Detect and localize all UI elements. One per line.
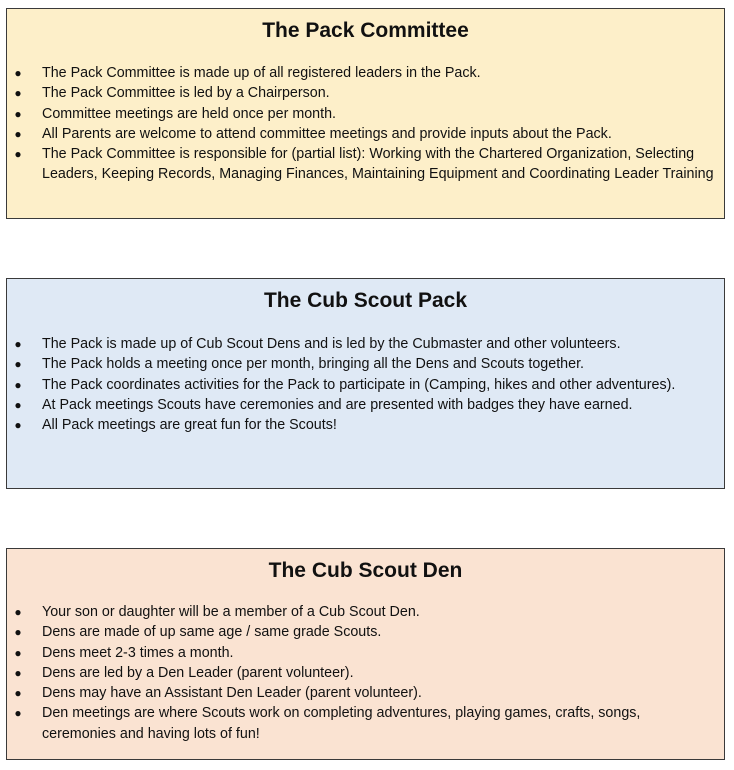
list-item-text: The Pack coordinates activities for the Pack to participate in (Camping, hikes and other adventures).	[42, 376, 676, 393]
list-item	[7, 334, 724, 354]
list-item	[7, 622, 724, 642]
bullet-icon: ●	[14, 645, 22, 660]
section-title: The Cub Scout Pack	[263, 289, 468, 312]
list-item-text: Den meetings are where Scouts work on completing adventures, playing games, crafts, songs, ceremonies and having lots of fun!	[42, 705, 641, 742]
list-item-text: At Pack meetings Scouts have ceremonies and are presented with badges they have earned.	[42, 396, 633, 413]
list-item	[7, 354, 724, 374]
list-item-text: All Parents are welcome to attend committee meetings and provide inputs about the Pack.	[42, 125, 612, 142]
list-item-text: Your son or daughter will be a member of a Cub Scout Den.	[42, 604, 420, 620]
list-item	[7, 395, 724, 415]
list-item	[7, 63, 724, 83]
list-item-text: The Pack Committee is led by a Chairperson.	[42, 85, 330, 102]
list-item	[7, 643, 724, 663]
list-item	[7, 124, 724, 144]
bullet-icon: ●	[14, 605, 22, 619]
cub-scout-den-section	[6, 548, 725, 760]
list-item-text: Dens are made of up same age / same grade Scouts.	[42, 624, 382, 641]
bullet-icon: ●	[14, 706, 22, 721]
list-item-text: Dens may have an Assistant Den Leader (parent volunteer).	[42, 685, 422, 702]
list-item	[7, 104, 724, 124]
list-item-text: All Pack meetings are great fun for the Scouts!	[42, 417, 337, 434]
list-item	[7, 602, 724, 622]
bullet-icon: ●	[14, 147, 22, 162]
list-item-text: The Pack Committee is made up of all registered leaders in the Pack.	[42, 65, 481, 81]
bullet-icon: ●	[14, 377, 22, 392]
list-item-text: Committee meetings are held once per month.	[42, 105, 337, 122]
list-item	[7, 83, 724, 103]
list-item-text: The Pack is made up of Cub Scout Dens and is led by the Cubmaster and other volunteers.	[42, 336, 621, 352]
bullet-icon: ●	[14, 106, 22, 121]
section-title: The Pack Committee	[262, 19, 469, 42]
bullet-icon: ●	[14, 625, 22, 640]
bullet-icon: ●	[14, 337, 22, 351]
list-item-text: The Pack Committee is responsible for (partial list): Working with the Chartered Organization, Selecting Leaders, Keeping Records, Managing Finances, Maintaining Equipment and Coordinating Leader Training	[42, 146, 714, 183]
list-item-text: The Pack holds a meeting once per month, bringing all the Dens and Scouts together.	[42, 356, 585, 373]
cub-scout-pack-section	[6, 278, 725, 489]
bullet-icon: ●	[14, 86, 22, 101]
list-item	[7, 663, 724, 683]
list-item	[7, 375, 724, 395]
bullet-icon: ●	[14, 397, 22, 412]
bullet-list	[7, 602, 724, 744]
bullet-icon: ●	[14, 126, 22, 141]
pack-committee-section	[6, 8, 725, 219]
list-item	[7, 415, 724, 435]
bullet-list	[7, 334, 724, 435]
bullet-icon: ●	[14, 418, 22, 433]
list-item	[7, 703, 724, 744]
list-item-text: Dens are led by a Den Leader (parent volunteer).	[42, 664, 354, 681]
section-title: The Cub Scout Den	[268, 559, 463, 582]
bullet-list	[7, 63, 724, 185]
bullet-icon: ●	[14, 665, 22, 680]
list-item	[7, 683, 724, 703]
list-item-text: Dens meet 2-3 times a month.	[42, 644, 234, 661]
bullet-icon: ●	[14, 686, 22, 701]
bullet-icon: ●	[14, 66, 22, 80]
bullet-icon: ●	[14, 357, 22, 372]
list-item	[7, 144, 724, 185]
